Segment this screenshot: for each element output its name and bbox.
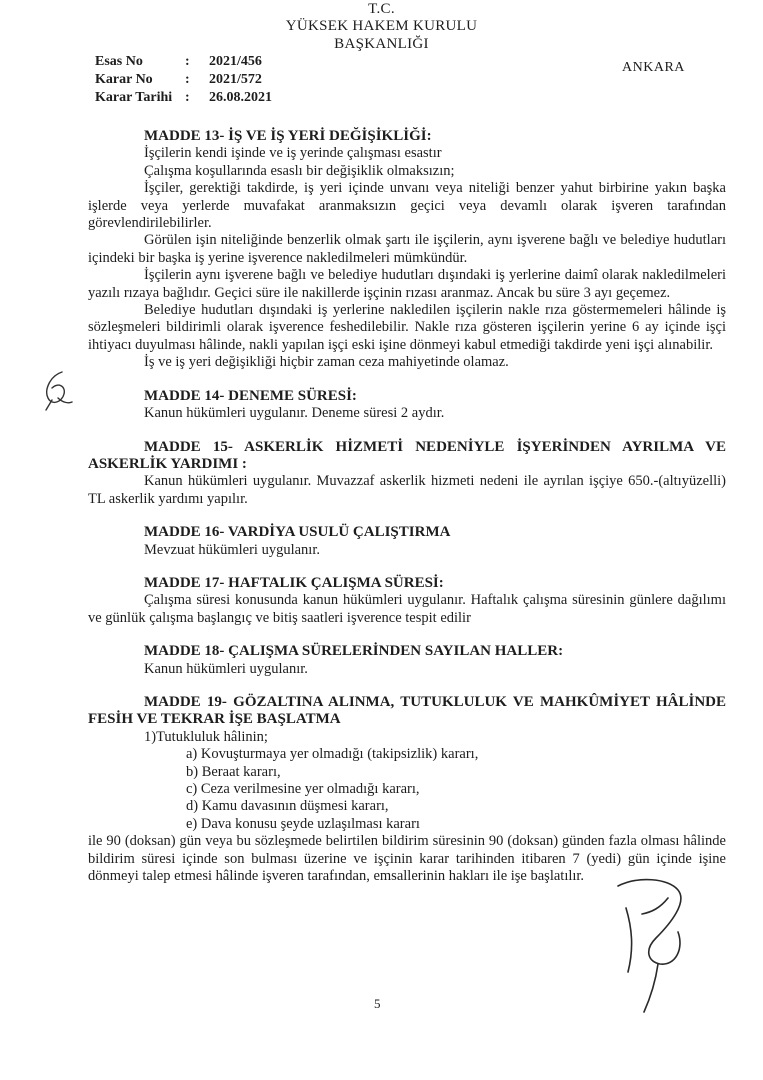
article-13-paragraph-2: Görülen işin niteliğinde benzerlik olmak şartı ile işçilerin, aynı işverene bağlı ve belediye hudutları içindeki bir başka iş yerine işverence nakledilmeleri mümkündür. bbox=[88, 232, 726, 266]
article-19-heading: MADDE 19- GÖZALTINA ALINMA, TUTUKLULUK VE MAHKÛMİYET HÂLİNDE FESİH VE TEKRAR İŞE BAŞLATMA bbox=[88, 693, 726, 728]
article-18-heading: MADDE 18- ÇALIŞMA SÜRELERİNDEN SAYILAN HALLER: bbox=[144, 643, 564, 660]
article-19-item-d: d) Kamu davasının düşmesi kararı, bbox=[186, 798, 389, 815]
article-19-item-e: e) Dava konusu şeyde uzlaşılması kararı bbox=[186, 815, 420, 832]
article-13-heading: MADDE 13- İŞ VE İŞ YERİ DEĞİŞİKLİĞİ: bbox=[144, 128, 432, 144]
article-19-item-c: c) Ceza verilmesine yer olmadığı kararı, bbox=[186, 781, 420, 797]
article-19-intro: 1)Tutukluluk hâlinin; bbox=[144, 728, 268, 745]
page-number: 5 bbox=[374, 996, 381, 1011]
meta-value: 26.08.2021 bbox=[209, 90, 272, 105]
article-19-closing: ile 90 (doksan) gün veya bu sözleşmede belirtilen bildirim süresinin 90 (doksan) günden fazla olması hâlinde bildirim süresi içinde son bulması üzerine ve işçinin karar tarihinden itibaren 7 (yedi) gün içinde işine dönmeyi talep etmesi hâlinde işveren tarafından, emsallerinin hakları ile işe başlatılır. bbox=[88, 833, 726, 885]
meta-colon: : bbox=[185, 90, 190, 105]
article-19-item-b: b) Beraat kararı, bbox=[186, 763, 281, 780]
meta-row-tarih bbox=[95, 89, 272, 107]
meta-label: Karar No bbox=[95, 72, 153, 87]
article-13-paragraph-1: İşçiler, gerektiği takdirde, iş yeri içinde unvanı veya niteliği benzer yahut birbirine yakın başka işlerde veya yerlerde muvafakat aranmaksızın geçici veya devamlı olarak işveren tarafından görevlendirilebilirler. bbox=[88, 180, 726, 232]
margin-initial-signature bbox=[38, 368, 74, 412]
header-presidency: BAŞKANLIĞI bbox=[334, 36, 429, 52]
article-16-text: Mevzuat hükümleri uygulanır. bbox=[144, 541, 320, 558]
header-tc: T.C. bbox=[368, 1, 395, 17]
meta-label: Karar Tarihi bbox=[95, 90, 173, 105]
article-15-heading: MADDE 15- ASKERLİK HİZMETİ NEDENİYLE İŞYERİNDEN AYRILMA VE ASKERLİK YARDIMI : bbox=[88, 438, 726, 472]
case-metadata bbox=[95, 53, 272, 107]
article-17-text: Çalışma süresi konusunda kanun hükümleri uygulanır. Haftalık çalışma süresinin günlere dağılımı ve günlük çalışma başlangıç ve bitiş saatleri işverence tespit edilir bbox=[88, 592, 726, 626]
article-15-text: Kanun hükümleri uygulanır. Muvazzaf askerlik hizmeti nedeni ile ayrılan işçiye 650.-(altıyüzelli) TL askerlik yardımı yapılır. bbox=[88, 473, 726, 507]
city-label: ANKARA bbox=[622, 60, 685, 75]
meta-value: 2021/456 bbox=[209, 54, 262, 69]
article-13-paragraph-4: Belediye hudutları dışındaki iş yerlerine nakledilen işçilerin nakle rıza göstermemeleri hâlinde iş sözleşmeleri bildirimli olarak işverence feshedilebilir. Nakle rıza gösteren işçilerin yerine 6 ay içinde işçi ihtiyacı duyulması hâlinde, nakli yapılan işçi eski işine dönmeyi kabul etmediği takdirde yeni işçi alınabilir. bbox=[88, 302, 726, 353]
article-14-heading: MADDE 14- DENEME SÜRESİ: bbox=[144, 387, 357, 404]
article-13-line-3: İş ve iş yeri değişikliği hiçbir zaman ceza mahiyetinde olamaz. bbox=[144, 354, 509, 371]
article-16-heading: MADDE 16- VARDİYA USULÜ ÇALIŞTIRMA bbox=[144, 524, 451, 541]
meta-row-esas bbox=[95, 53, 272, 71]
article-17-heading: MADDE 17- HAFTALIK ÇALIŞMA SÜRESİ: bbox=[144, 574, 444, 591]
document-body bbox=[88, 128, 726, 885]
header-institution: YÜKSEK HAKEM KURULU bbox=[285, 18, 478, 34]
meta-label: Esas No bbox=[95, 54, 143, 69]
meta-colon: : bbox=[185, 54, 190, 69]
article-13-paragraph-3: İşçilerin aynı işverene bağlı ve belediye hudutları dışındaki iş yerlerine daimî olarak nakledilmeleri yazılı rızaya bağlıdır. Geçici süre ile nakillerde işçinin rızası aranmaz. Ancak bu süre 3 ayı geçemez. bbox=[88, 267, 726, 301]
meta-row-karar bbox=[95, 71, 272, 89]
article-19-item-a: a) Kovuşturmaya yer olmadığı (takipsizlik) kararı, bbox=[186, 746, 479, 763]
article-13-line-2: Çalışma koşullarında esaslı bir değişiklik olmaksızın; bbox=[144, 162, 455, 179]
meta-value: 2021/572 bbox=[209, 72, 262, 87]
article-14-text: Kanun hükümleri uygulanır. Deneme süresi 2 aydır. bbox=[144, 405, 445, 422]
signature bbox=[598, 868, 708, 1018]
article-18-text: Kanun hükümleri uygulanır. bbox=[144, 660, 308, 677]
meta-colon: : bbox=[185, 72, 190, 87]
article-13-line-1: İşçilerin kendi işinde ve iş yerinde çalışması esastır bbox=[144, 145, 442, 162]
